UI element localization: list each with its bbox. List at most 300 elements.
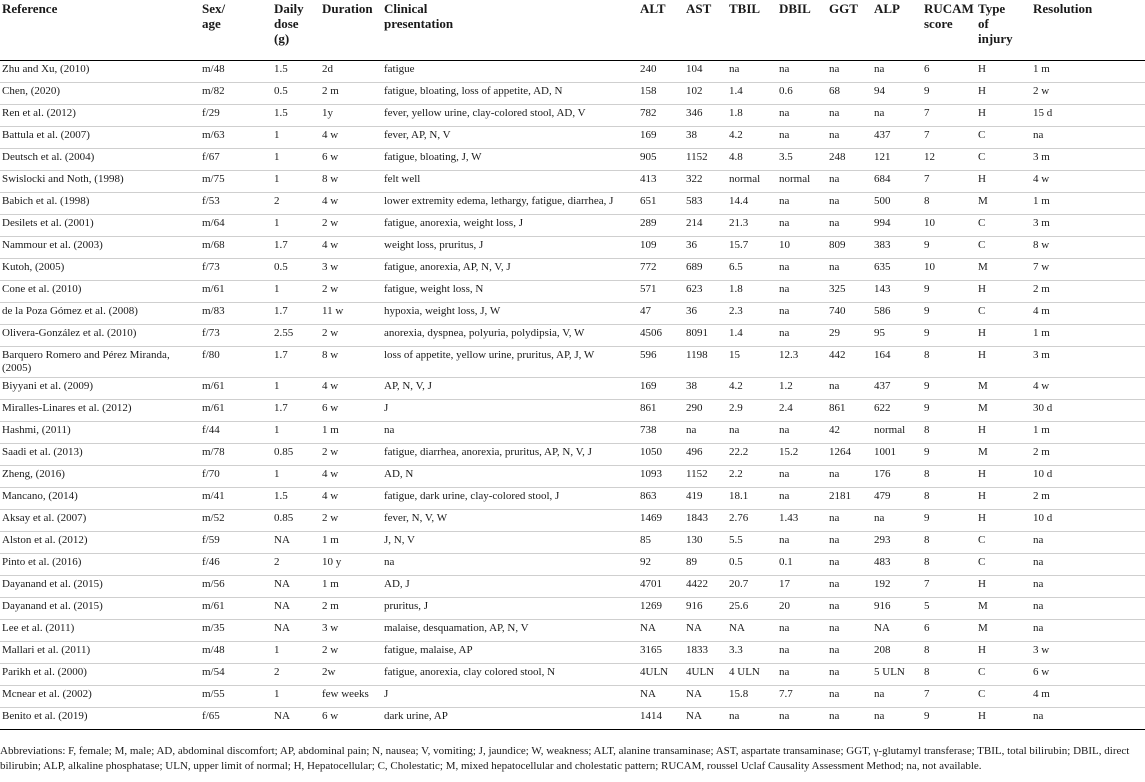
- cell-resolution: 30 d: [1031, 399, 1145, 421]
- cell-alt: 772: [638, 258, 684, 280]
- cell-sex-age: m/54: [200, 663, 272, 685]
- column-header-type-of-injury: Type of injury: [976, 0, 1031, 60]
- cell-ggt: na: [827, 663, 872, 685]
- cell-reference: Saadi et al. (2013): [0, 443, 200, 465]
- cell-type-of-injury: C: [976, 663, 1031, 685]
- cell-sex-age: m/52: [200, 509, 272, 531]
- cell-tbil: 0.5: [727, 553, 777, 575]
- cell-rucam-score: 7: [922, 126, 976, 148]
- cell-resolution: 8 w: [1031, 236, 1145, 258]
- cell-resolution: 2 m: [1031, 443, 1145, 465]
- column-header-daily-dose: Daily dose (g): [272, 0, 320, 60]
- cell-dbil: 17: [777, 575, 827, 597]
- cell-alt: 4ULN: [638, 663, 684, 685]
- cell-daily-dose: 1: [272, 377, 320, 399]
- cell-ast: 104: [684, 60, 727, 82]
- cell-ggt: na: [827, 192, 872, 214]
- cell-alp: 176: [872, 465, 922, 487]
- cell-tbil: 1.8: [727, 280, 777, 302]
- cell-clinical-presentation: AD, N: [382, 465, 638, 487]
- cell-duration: 2 m: [320, 597, 382, 619]
- cell-duration: 2 w: [320, 324, 382, 346]
- cell-reference: Chen, (2020): [0, 82, 200, 104]
- cell-clinical-presentation: fever, yellow urine, clay-colored stool, AD, V: [382, 104, 638, 126]
- cell-rucam-score: 8: [922, 663, 976, 685]
- cell-alp: normal: [872, 421, 922, 443]
- cell-dbil: na: [777, 60, 827, 82]
- cell-reference: Alston et al. (2012): [0, 531, 200, 553]
- cell-dbil: na: [777, 707, 827, 729]
- cell-resolution: 1 m: [1031, 421, 1145, 443]
- column-header-tbil: TBIL: [727, 0, 777, 60]
- cell-alt: 596: [638, 346, 684, 377]
- cell-type-of-injury: H: [976, 487, 1031, 509]
- cell-rucam-score: 8: [922, 553, 976, 575]
- cell-resolution: 2 m: [1031, 487, 1145, 509]
- cell-daily-dose: 0.5: [272, 82, 320, 104]
- cell-dbil: na: [777, 487, 827, 509]
- cell-daily-dose: 0.85: [272, 509, 320, 531]
- cell-ggt: na: [827, 575, 872, 597]
- cell-duration: 2 w: [320, 509, 382, 531]
- cell-clinical-presentation: na: [382, 421, 638, 443]
- cell-reference: Aksay et al. (2007): [0, 509, 200, 531]
- cell-sex-age: f/67: [200, 148, 272, 170]
- cell-sex-age: m/82: [200, 82, 272, 104]
- cell-rucam-score: 6: [922, 619, 976, 641]
- cell-ast: 89: [684, 553, 727, 575]
- cell-clinical-presentation: fatigue, dark urine, clay-colored stool, J: [382, 487, 638, 509]
- header-row: [0, 0, 1145, 60]
- cell-type-of-injury: M: [976, 399, 1031, 421]
- cell-rucam-score: 5: [922, 597, 976, 619]
- cell-alt: 4701: [638, 575, 684, 597]
- table-row: [0, 597, 1145, 619]
- cell-dbil: na: [777, 126, 827, 148]
- table-row: [0, 258, 1145, 280]
- cell-alt: 289: [638, 214, 684, 236]
- cell-rucam-score: 8: [922, 641, 976, 663]
- cell-dbil: 20: [777, 597, 827, 619]
- cell-duration: 2 w: [320, 280, 382, 302]
- table-row: [0, 641, 1145, 663]
- cell-rucam-score: 9: [922, 509, 976, 531]
- cell-type-of-injury: H: [976, 465, 1031, 487]
- cell-duration: 2 w: [320, 641, 382, 663]
- cell-dbil: 1.43: [777, 509, 827, 531]
- cell-rucam-score: 8: [922, 465, 976, 487]
- cell-rucam-score: 7: [922, 170, 976, 192]
- cell-dbil: na: [777, 465, 827, 487]
- cell-clinical-presentation: pruritus, J: [382, 597, 638, 619]
- cell-resolution: 2 w: [1031, 82, 1145, 104]
- cell-dbil: 1.2: [777, 377, 827, 399]
- cell-tbil: 22.2: [727, 443, 777, 465]
- cell-tbil: 14.4: [727, 192, 777, 214]
- cell-daily-dose: 1: [272, 148, 320, 170]
- cell-reference: Desilets et al. (2001): [0, 214, 200, 236]
- cell-clinical-presentation: lower extremity edema, lethargy, fatigue, diarrhea, J: [382, 192, 638, 214]
- cell-alt: 863: [638, 487, 684, 509]
- cell-clinical-presentation: fatigue, malaise, AP: [382, 641, 638, 663]
- cell-type-of-injury: C: [976, 553, 1031, 575]
- cell-duration: 10 y: [320, 553, 382, 575]
- cell-type-of-injury: H: [976, 324, 1031, 346]
- table-row: [0, 509, 1145, 531]
- cell-reference: Babich et al. (1998): [0, 192, 200, 214]
- cell-dbil: na: [777, 258, 827, 280]
- cell-tbil: 2.2: [727, 465, 777, 487]
- cell-clinical-presentation: fatigue, bloating, J, W: [382, 148, 638, 170]
- cell-clinical-presentation: fatigue, weight loss, N: [382, 280, 638, 302]
- cell-sex-age: f/44: [200, 421, 272, 443]
- cell-daily-dose: 2: [272, 553, 320, 575]
- table-row: [0, 148, 1145, 170]
- table-row: [0, 214, 1145, 236]
- cell-sex-age: m/61: [200, 280, 272, 302]
- cell-resolution: 3 m: [1031, 214, 1145, 236]
- cell-resolution: na: [1031, 575, 1145, 597]
- cell-ggt: 325: [827, 280, 872, 302]
- cell-clinical-presentation: AD, J: [382, 575, 638, 597]
- cell-reference: Hashmi, (2011): [0, 421, 200, 443]
- cell-clinical-presentation: felt well: [382, 170, 638, 192]
- cell-rucam-score: 7: [922, 685, 976, 707]
- cell-duration: 8 w: [320, 346, 382, 377]
- cell-ggt: na: [827, 597, 872, 619]
- cell-resolution: na: [1031, 597, 1145, 619]
- cell-tbil: na: [727, 60, 777, 82]
- cell-duration: 2 m: [320, 82, 382, 104]
- cell-sex-age: m/68: [200, 236, 272, 258]
- cell-clinical-presentation: malaise, desquamation, AP, N, V: [382, 619, 638, 641]
- cell-daily-dose: 1: [272, 126, 320, 148]
- cell-daily-dose: 1: [272, 421, 320, 443]
- cell-alt: 782: [638, 104, 684, 126]
- cell-resolution: 3 w: [1031, 641, 1145, 663]
- cell-sex-age: m/64: [200, 214, 272, 236]
- cell-clinical-presentation: na: [382, 553, 638, 575]
- cell-duration: 4 w: [320, 377, 382, 399]
- cell-ggt: na: [827, 126, 872, 148]
- cell-reference: Swislocki and Noth, (1998): [0, 170, 200, 192]
- cell-resolution: 2 m: [1031, 280, 1145, 302]
- cell-ast: 623: [684, 280, 727, 302]
- table-header: [0, 0, 1145, 60]
- cell-type-of-injury: C: [976, 531, 1031, 553]
- cell-ast: 346: [684, 104, 727, 126]
- column-header-rucam-score: RUCAM score: [922, 0, 976, 60]
- cell-type-of-injury: H: [976, 641, 1031, 663]
- cell-ast: 8091: [684, 324, 727, 346]
- cell-clinical-presentation: fatigue, anorexia, AP, N, V, J: [382, 258, 638, 280]
- cell-sex-age: m/63: [200, 126, 272, 148]
- table-row: [0, 531, 1145, 553]
- cell-ggt: 861: [827, 399, 872, 421]
- column-header-sex-age: Sex/ age: [200, 0, 272, 60]
- cell-sex-age: m/48: [200, 60, 272, 82]
- cell-rucam-score: 9: [922, 399, 976, 421]
- cell-dbil: na: [777, 214, 827, 236]
- cell-tbil: 20.7: [727, 575, 777, 597]
- cell-daily-dose: 1.5: [272, 60, 320, 82]
- cell-clinical-presentation: hypoxia, weight loss, J, W: [382, 302, 638, 324]
- cell-ggt: 2181: [827, 487, 872, 509]
- cell-reference: Nammour et al. (2003): [0, 236, 200, 258]
- cell-alp: NA: [872, 619, 922, 641]
- cell-resolution: na: [1031, 553, 1145, 575]
- cell-ggt: 740: [827, 302, 872, 324]
- cell-ggt: na: [827, 509, 872, 531]
- cell-reference: Dayanand et al. (2015): [0, 597, 200, 619]
- cell-alp: 684: [872, 170, 922, 192]
- table-row: [0, 663, 1145, 685]
- cell-alt: 1050: [638, 443, 684, 465]
- table-row: [0, 443, 1145, 465]
- cell-ast: NA: [684, 619, 727, 641]
- cell-type-of-injury: M: [976, 258, 1031, 280]
- cell-ast: 322: [684, 170, 727, 192]
- cell-alp: 192: [872, 575, 922, 597]
- cell-duration: 3 w: [320, 619, 382, 641]
- cell-tbil: 1.4: [727, 324, 777, 346]
- cell-tbil: na: [727, 421, 777, 443]
- cell-dbil: na: [777, 324, 827, 346]
- cell-rucam-score: 9: [922, 236, 976, 258]
- cell-duration: 4 w: [320, 465, 382, 487]
- cell-sex-age: m/61: [200, 377, 272, 399]
- cell-ggt: na: [827, 619, 872, 641]
- cell-type-of-injury: H: [976, 104, 1031, 126]
- column-header-ast: AST: [684, 0, 727, 60]
- cell-rucam-score: 9: [922, 280, 976, 302]
- cell-type-of-injury: M: [976, 597, 1031, 619]
- cell-tbil: 2.9: [727, 399, 777, 421]
- cell-daily-dose: NA: [272, 597, 320, 619]
- cell-alp: na: [872, 685, 922, 707]
- cell-resolution: 6 w: [1031, 663, 1145, 685]
- cell-reference: Zhu and Xu, (2010): [0, 60, 200, 82]
- cell-sex-age: m/35: [200, 619, 272, 641]
- cell-duration: few weeks: [320, 685, 382, 707]
- cell-alp: 437: [872, 126, 922, 148]
- cell-rucam-score: 9: [922, 443, 976, 465]
- cell-reference: Parikh et al. (2000): [0, 663, 200, 685]
- cell-reference: Lee et al. (2011): [0, 619, 200, 641]
- table-row: [0, 707, 1145, 729]
- cell-resolution: 3 m: [1031, 148, 1145, 170]
- cell-reference: Benito et al. (2019): [0, 707, 200, 729]
- cell-dbil: normal: [777, 170, 827, 192]
- cell-ggt: 1264: [827, 443, 872, 465]
- cell-sex-age: f/29: [200, 104, 272, 126]
- cell-sex-age: m/56: [200, 575, 272, 597]
- cell-ggt: 809: [827, 236, 872, 258]
- cell-sex-age: m/55: [200, 685, 272, 707]
- cell-duration: 4 w: [320, 236, 382, 258]
- cell-alp: 293: [872, 531, 922, 553]
- cell-reference: Biyyani et al. (2009): [0, 377, 200, 399]
- cell-alp: 916: [872, 597, 922, 619]
- cell-tbil: 3.3: [727, 641, 777, 663]
- cell-ggt: 68: [827, 82, 872, 104]
- cell-clinical-presentation: J: [382, 399, 638, 421]
- cell-tbil: 25.6: [727, 597, 777, 619]
- cell-daily-dose: 1: [272, 280, 320, 302]
- cell-ggt: 248: [827, 148, 872, 170]
- cell-resolution: 1 m: [1031, 192, 1145, 214]
- cell-sex-age: f/46: [200, 553, 272, 575]
- cell-alt: 651: [638, 192, 684, 214]
- cell-rucam-score: 8: [922, 531, 976, 553]
- cell-resolution: 1 m: [1031, 60, 1145, 82]
- cell-dbil: 3.5: [777, 148, 827, 170]
- table-row: [0, 192, 1145, 214]
- cell-ast: 419: [684, 487, 727, 509]
- cell-daily-dose: NA: [272, 575, 320, 597]
- cell-clinical-presentation: fever, AP, N, V: [382, 126, 638, 148]
- cell-daily-dose: 1.7: [272, 399, 320, 421]
- cell-daily-dose: 1.5: [272, 487, 320, 509]
- cell-alt: 1469: [638, 509, 684, 531]
- cell-duration: 1 m: [320, 421, 382, 443]
- cell-clinical-presentation: dark urine, AP: [382, 707, 638, 729]
- cell-tbil: 2.76: [727, 509, 777, 531]
- cell-duration: 3 w: [320, 258, 382, 280]
- cell-type-of-injury: M: [976, 377, 1031, 399]
- cell-reference: Cone et al. (2010): [0, 280, 200, 302]
- cell-alp: 479: [872, 487, 922, 509]
- cell-type-of-injury: C: [976, 685, 1031, 707]
- cell-ast: NA: [684, 685, 727, 707]
- cell-type-of-injury: C: [976, 126, 1031, 148]
- cell-ast: 916: [684, 597, 727, 619]
- cell-ggt: na: [827, 531, 872, 553]
- cell-alp: 5 ULN: [872, 663, 922, 685]
- cell-tbil: 15.7: [727, 236, 777, 258]
- cell-reference: Miralles-Linares et al. (2012): [0, 399, 200, 421]
- table-row: [0, 126, 1145, 148]
- cell-daily-dose: 2: [272, 663, 320, 685]
- table-row: [0, 685, 1145, 707]
- table-row: [0, 170, 1145, 192]
- cell-ggt: na: [827, 60, 872, 82]
- cell-tbil: 4.8: [727, 148, 777, 170]
- table-row: [0, 575, 1145, 597]
- cell-reference: Mallari et al. (2011): [0, 641, 200, 663]
- cell-ggt: 42: [827, 421, 872, 443]
- cell-dbil: na: [777, 280, 827, 302]
- cell-alp: 635: [872, 258, 922, 280]
- cell-rucam-score: 8: [922, 346, 976, 377]
- cell-clinical-presentation: weight loss, pruritus, J: [382, 236, 638, 258]
- cell-reference: Olivera-González et al. (2010): [0, 324, 200, 346]
- cell-ast: 214: [684, 214, 727, 236]
- cell-duration: 2 w: [320, 443, 382, 465]
- cell-rucam-score: 10: [922, 258, 976, 280]
- cell-resolution: 3 m: [1031, 346, 1145, 377]
- cell-reference: de la Poza Gómez et al. (2008): [0, 302, 200, 324]
- cell-reference: Mancano, (2014): [0, 487, 200, 509]
- cell-daily-dose: 1.7: [272, 302, 320, 324]
- cell-alt: 109: [638, 236, 684, 258]
- cell-alp: 164: [872, 346, 922, 377]
- cell-rucam-score: 9: [922, 302, 976, 324]
- table-row: [0, 324, 1145, 346]
- cell-type-of-injury: C: [976, 236, 1031, 258]
- cell-clinical-presentation: fever, N, V, W: [382, 509, 638, 531]
- cell-reference: Pinto et al. (2016): [0, 553, 200, 575]
- cell-sex-age: m/78: [200, 443, 272, 465]
- cell-duration: 6 w: [320, 399, 382, 421]
- cell-ggt: na: [827, 170, 872, 192]
- cell-alt: 861: [638, 399, 684, 421]
- column-header-dbil: DBIL: [777, 0, 827, 60]
- cell-daily-dose: 1: [272, 465, 320, 487]
- cell-resolution: 4 m: [1031, 302, 1145, 324]
- cell-tbil: normal: [727, 170, 777, 192]
- cell-ggt: na: [827, 553, 872, 575]
- cell-reference: Battula et al. (2007): [0, 126, 200, 148]
- cell-alt: 158: [638, 82, 684, 104]
- cell-ast: 1152: [684, 148, 727, 170]
- column-header-resolution: Resolution: [1031, 0, 1145, 60]
- cell-alp: na: [872, 104, 922, 126]
- cell-rucam-score: 7: [922, 575, 976, 597]
- cell-alp: na: [872, 60, 922, 82]
- cell-reference: Mcnear et al. (2002): [0, 685, 200, 707]
- cell-type-of-injury: H: [976, 82, 1031, 104]
- cell-sex-age: m/61: [200, 597, 272, 619]
- cell-resolution: 15 d: [1031, 104, 1145, 126]
- cell-duration: 2 w: [320, 214, 382, 236]
- cell-resolution: 4 w: [1031, 377, 1145, 399]
- cell-alp: 95: [872, 324, 922, 346]
- cell-reference: Deutsch et al. (2004): [0, 148, 200, 170]
- cell-rucam-score: 7: [922, 104, 976, 126]
- table-row: [0, 553, 1145, 575]
- cell-alt: 169: [638, 126, 684, 148]
- table-row: [0, 399, 1145, 421]
- cell-ast: 36: [684, 236, 727, 258]
- cell-type-of-injury: H: [976, 509, 1031, 531]
- cell-tbil: 5.5: [727, 531, 777, 553]
- cell-alt: 169: [638, 377, 684, 399]
- cell-alt: 738: [638, 421, 684, 443]
- cell-dbil: na: [777, 663, 827, 685]
- cell-type-of-injury: M: [976, 192, 1031, 214]
- cell-tbil: 1.4: [727, 82, 777, 104]
- cell-ast: 4ULN: [684, 663, 727, 685]
- cell-clinical-presentation: fatigue, anorexia, clay colored stool, N: [382, 663, 638, 685]
- cell-type-of-injury: H: [976, 170, 1031, 192]
- cell-resolution: na: [1031, 531, 1145, 553]
- cell-type-of-injury: C: [976, 148, 1031, 170]
- cell-duration: 4 w: [320, 487, 382, 509]
- cell-daily-dose: NA: [272, 619, 320, 641]
- cell-ast: 36: [684, 302, 727, 324]
- cell-alp: 121: [872, 148, 922, 170]
- cell-resolution: 10 d: [1031, 509, 1145, 531]
- cell-daily-dose: 0.85: [272, 443, 320, 465]
- cell-dbil: 7.7: [777, 685, 827, 707]
- cell-tbil: 6.5: [727, 258, 777, 280]
- cell-ast: 38: [684, 377, 727, 399]
- cell-sex-age: f/80: [200, 346, 272, 377]
- cell-tbil: 2.3: [727, 302, 777, 324]
- cell-alt: 92: [638, 553, 684, 575]
- cell-duration: 2w: [320, 663, 382, 685]
